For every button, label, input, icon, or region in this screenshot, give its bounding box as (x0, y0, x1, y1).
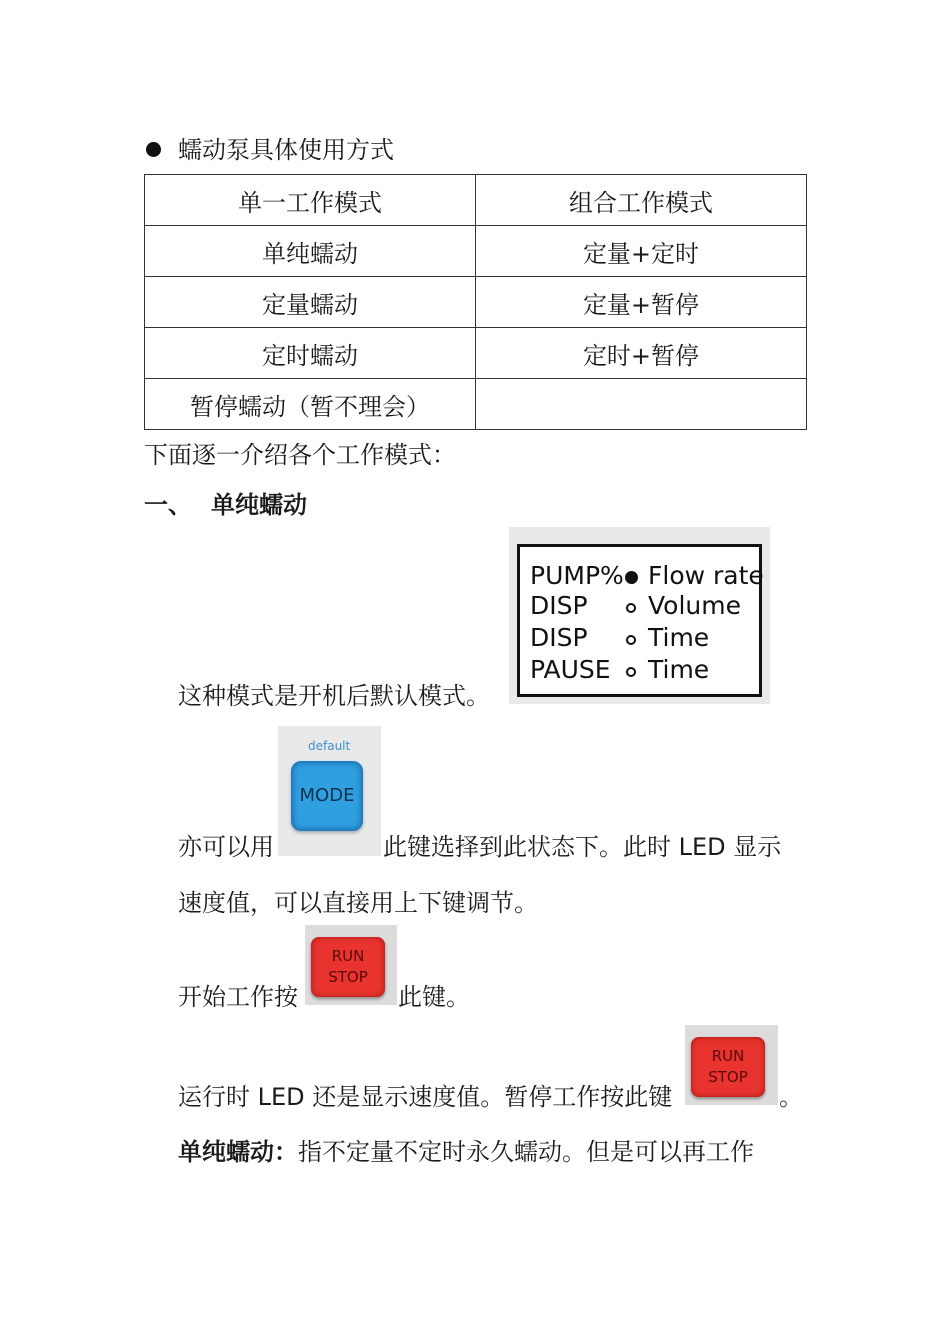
table-header-cell: 组合工作模式 (476, 175, 807, 226)
run-label: RUN (331, 947, 365, 965)
runstop-button-image (305, 925, 397, 1005)
unselected-indicator-icon (626, 635, 636, 645)
paragraph-mode-key-after: 此键选择到此状态下。此时 LED 显示 (383, 833, 782, 861)
definition-text: 指不定量不定时永久蠕动。但是可以再工作 (298, 1138, 754, 1166)
mode-default-caption: default (308, 739, 351, 753)
table-header-row (145, 175, 807, 226)
definition-term: 单纯蠕动： (178, 1138, 298, 1166)
mode-button-image (278, 726, 381, 856)
table-row (145, 379, 807, 430)
paragraph-speed-adjust: 速度值，可以直接用上下键调节。 (178, 889, 538, 917)
paragraph-start-before: 开始工作按 (178, 983, 298, 1011)
unselected-indicator-icon (626, 667, 636, 677)
paragraph-mode-key-before: 亦可以用 (178, 833, 274, 861)
paragraph-definition (178, 1137, 754, 1167)
runstop-key-icon (311, 937, 385, 997)
paragraph-default-mode: 这种模式是开机后默认模式。 (178, 682, 490, 710)
mode-key-icon: MODE (291, 761, 363, 831)
table-row (145, 226, 807, 277)
led-row-value: Time (648, 623, 710, 652)
table-cell: 定时蠕动 (145, 328, 476, 379)
led-row-value: Time (648, 655, 710, 684)
bullet-heading: 蠕动泵具体使用方式 (178, 136, 394, 164)
section-title: 单纯蠕动 (211, 491, 307, 519)
intro-line: 下面逐一介绍各个工作模式： (144, 441, 456, 469)
table-cell: 定量+定时 (476, 226, 807, 277)
stop-label: STOP (708, 1068, 748, 1086)
table-cell: 暂停蠕动（暂不理会） (145, 379, 476, 430)
runstop-button-image (685, 1025, 778, 1105)
paragraph-pause-before: 运行时 LED 还是显示速度值。暂停工作按此键 (178, 1083, 673, 1111)
led-row-label: DISP (530, 623, 588, 652)
table-cell: 定量蠕动 (145, 277, 476, 328)
paragraph-start-after: 此键。 (398, 983, 470, 1011)
led-row-value: Volume (648, 591, 741, 620)
led-row-label: PAUSE (530, 655, 611, 684)
table-header-cell: 单一工作模式 (145, 175, 476, 226)
led-row-label: PUMP% (530, 561, 624, 590)
paragraph-pause-after: 。 (779, 1083, 803, 1111)
led-display-image (509, 527, 770, 704)
mode-table (144, 174, 807, 430)
stop-label: STOP (328, 968, 368, 986)
led-row-value: Flow rate (648, 561, 764, 590)
led-row-label: DISP (530, 591, 588, 620)
table-cell: 单纯蠕动 (145, 226, 476, 277)
table-cell (476, 379, 807, 430)
table-row (145, 277, 807, 328)
bullet-icon (146, 142, 161, 157)
run-label: RUN (711, 1047, 745, 1065)
selected-indicator-icon (625, 571, 638, 584)
table-cell: 定量+暂停 (476, 277, 807, 328)
led-display-frame (517, 544, 762, 697)
section-number: 一、 (144, 491, 192, 519)
unselected-indicator-icon (626, 603, 636, 613)
table-cell: 定时+暂停 (476, 328, 807, 379)
runstop-key-icon (691, 1037, 765, 1097)
table-row (145, 328, 807, 379)
